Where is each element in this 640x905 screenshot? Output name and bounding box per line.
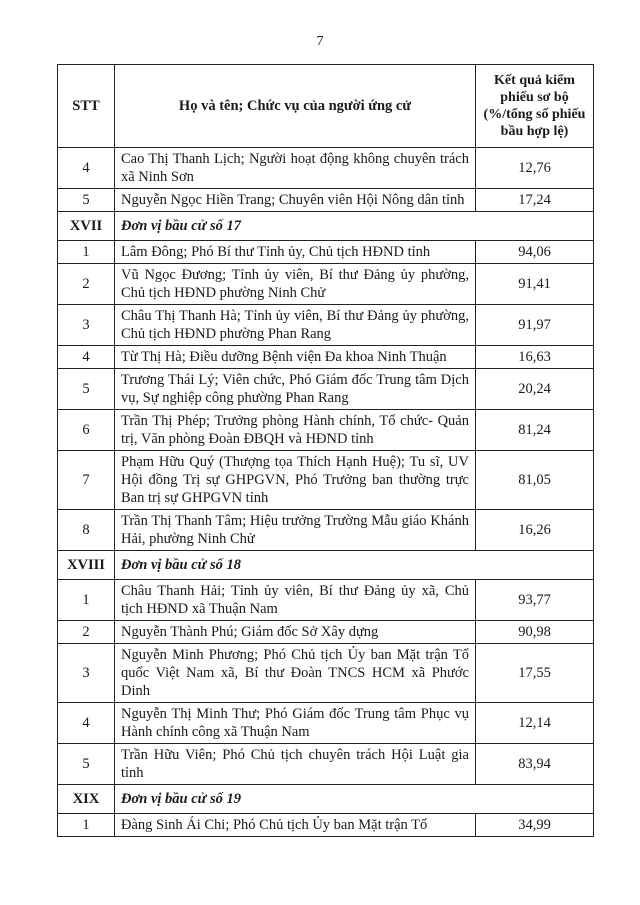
candidate-name-position: Trần Hữu Viên; Phó Chủ tịch chuyên trách Hội Luật gia tỉnh: [115, 744, 476, 785]
candidate-row: [58, 744, 594, 785]
electoral-unit-row: [58, 212, 594, 241]
candidate-name-position: Từ Thị Hà; Điều dưỡng Bệnh viện Đa khoa Ninh Thuận: [115, 346, 476, 369]
candidate-row: [58, 644, 594, 703]
header-stt: STT: [58, 65, 115, 148]
candidate-row: [58, 703, 594, 744]
candidate-vote-percent: 91,41: [476, 264, 594, 305]
candidate-name-position: Trần Thị Phép; Trưởng phòng Hành chính, Tổ chức- Quản trị, Văn phòng Đoàn ĐBQH và HĐND tỉnh: [115, 410, 476, 451]
candidate-name-position: Châu Thanh Hải; Tỉnh ủy viên, Bí thư Đảng ủy xã, Chủ tịch HĐND xã Thuận Nam: [115, 580, 476, 621]
candidate-vote-percent: 90,98: [476, 621, 594, 644]
unit-title: Đơn vị bầu cử số 17: [115, 212, 594, 241]
candidate-name-position: Vũ Ngọc Đương; Tỉnh ủy viên, Bí thư Đảng ủy phường, Chủ tịch HĐND phường Ninh Chử: [115, 264, 476, 305]
candidate-row: [58, 369, 594, 410]
unit-title: Đơn vị bầu cử số 18: [115, 551, 594, 580]
candidate-vote-percent: 17,55: [476, 644, 594, 703]
candidate-name-position: Phạm Hữu Quý (Thượng tọa Thích Hạnh Huệ); Tu sĩ, UV Hội đồng Trị sự GHPGVN, Phó Trưởng ban thường trực Ban trị sự GHPGVN tỉnh: [115, 451, 476, 510]
candidate-vote-percent: 12,14: [476, 703, 594, 744]
candidate-stt: 3: [58, 305, 115, 346]
candidate-stt: 3: [58, 644, 115, 703]
candidate-vote-percent: 81,05: [476, 451, 594, 510]
header-row: [58, 65, 594, 148]
candidate-stt: 1: [58, 814, 115, 837]
candidate-vote-percent: 17,24: [476, 189, 594, 212]
unit-roman-numeral: XIX: [58, 785, 115, 814]
candidate-stt: 6: [58, 410, 115, 451]
candidate-vote-percent: 91,97: [476, 305, 594, 346]
candidate-stt: 4: [58, 703, 115, 744]
candidate-name-position: Nguyễn Ngọc Hiền Trang; Chuyên viên Hội Nông dân tỉnh: [115, 189, 476, 212]
candidate-vote-percent: 16,63: [476, 346, 594, 369]
candidate-stt: 4: [58, 346, 115, 369]
candidate-name-position: Trương Thái Lý; Viên chức, Phó Giám đốc Trung tâm Dịch vụ, Sự nghiệp công phường Phan Rang: [115, 369, 476, 410]
candidate-vote-percent: 12,76: [476, 148, 594, 189]
candidate-row: [58, 189, 594, 212]
candidate-row: [58, 451, 594, 510]
candidate-name-position: Nguyễn Thị Minh Thư; Phó Giám đốc Trung tâm Phục vụ Hành chính công xã Thuận Nam: [115, 703, 476, 744]
candidate-row: [58, 346, 594, 369]
candidate-stt: 8: [58, 510, 115, 551]
table-header: [58, 65, 594, 148]
candidate-stt: 5: [58, 744, 115, 785]
table-body: [58, 148, 594, 837]
candidate-vote-percent: 34,99: [476, 814, 594, 837]
unit-roman-numeral: XVII: [58, 212, 115, 241]
candidate-row: [58, 814, 594, 837]
candidate-stt: 5: [58, 189, 115, 212]
candidate-row: [58, 410, 594, 451]
candidate-name-position: Đàng Sinh Ái Chi; Phó Chủ tịch Ủy ban Mặt trận Tổ: [115, 814, 476, 837]
election-results-table: [57, 64, 594, 837]
candidate-stt: 4: [58, 148, 115, 189]
unit-roman-numeral: XVIII: [58, 551, 115, 580]
header-result: Kết quả kiểm phiếu sơ bộ (%/tổng số phiếu bầu hợp lệ): [476, 65, 594, 148]
candidate-vote-percent: 81,24: [476, 410, 594, 451]
candidate-row: [58, 264, 594, 305]
candidate-vote-percent: 94,06: [476, 241, 594, 264]
candidate-stt: 7: [58, 451, 115, 510]
header-name: Họ và tên; Chức vụ của người ứng cử: [115, 65, 476, 148]
unit-title: Đơn vị bầu cử số 19: [115, 785, 594, 814]
candidate-row: [58, 510, 594, 551]
candidate-name-position: Trần Thị Thanh Tâm; Hiệu trưởng Trường Mẫu giáo Khánh Hải, phường Ninh Chử: [115, 510, 476, 551]
candidate-stt: 1: [58, 241, 115, 264]
candidate-stt: 2: [58, 621, 115, 644]
candidate-vote-percent: 16,26: [476, 510, 594, 551]
candidate-row: [58, 580, 594, 621]
electoral-unit-row: [58, 785, 594, 814]
candidate-row: [58, 148, 594, 189]
electoral-unit-row: [58, 551, 594, 580]
candidate-vote-percent: 83,94: [476, 744, 594, 785]
candidate-name-position: Nguyễn Minh Phương; Phó Chủ tịch Ủy ban Mặt trận Tổ quốc Việt Nam xã, Bí thư Đoàn TNCS HCM xã Phước Dinh: [115, 644, 476, 703]
candidate-vote-percent: 20,24: [476, 369, 594, 410]
candidate-stt: 2: [58, 264, 115, 305]
candidate-name-position: Cao Thị Thanh Lịch; Người hoạt động không chuyên trách xã Ninh Sơn: [115, 148, 476, 189]
candidate-row: [58, 241, 594, 264]
candidate-row: [58, 305, 594, 346]
page-number: 7: [316, 34, 324, 49]
candidate-name-position: Lâm Đông; Phó Bí thư Tỉnh ủy, Chủ tịch HĐND tỉnh: [115, 241, 476, 264]
candidate-stt: 1: [58, 580, 115, 621]
candidate-stt: 5: [58, 369, 115, 410]
candidate-vote-percent: 93,77: [476, 580, 594, 621]
candidate-name-position: Châu Thị Thanh Hà; Tỉnh ủy viên, Bí thư Đảng ủy phường, Chủ tịch HĐND phường Phan Rang: [115, 305, 476, 346]
candidate-row: [58, 621, 594, 644]
candidate-name-position: Nguyễn Thành Phú; Giám đốc Sở Xây dựng: [115, 621, 476, 644]
